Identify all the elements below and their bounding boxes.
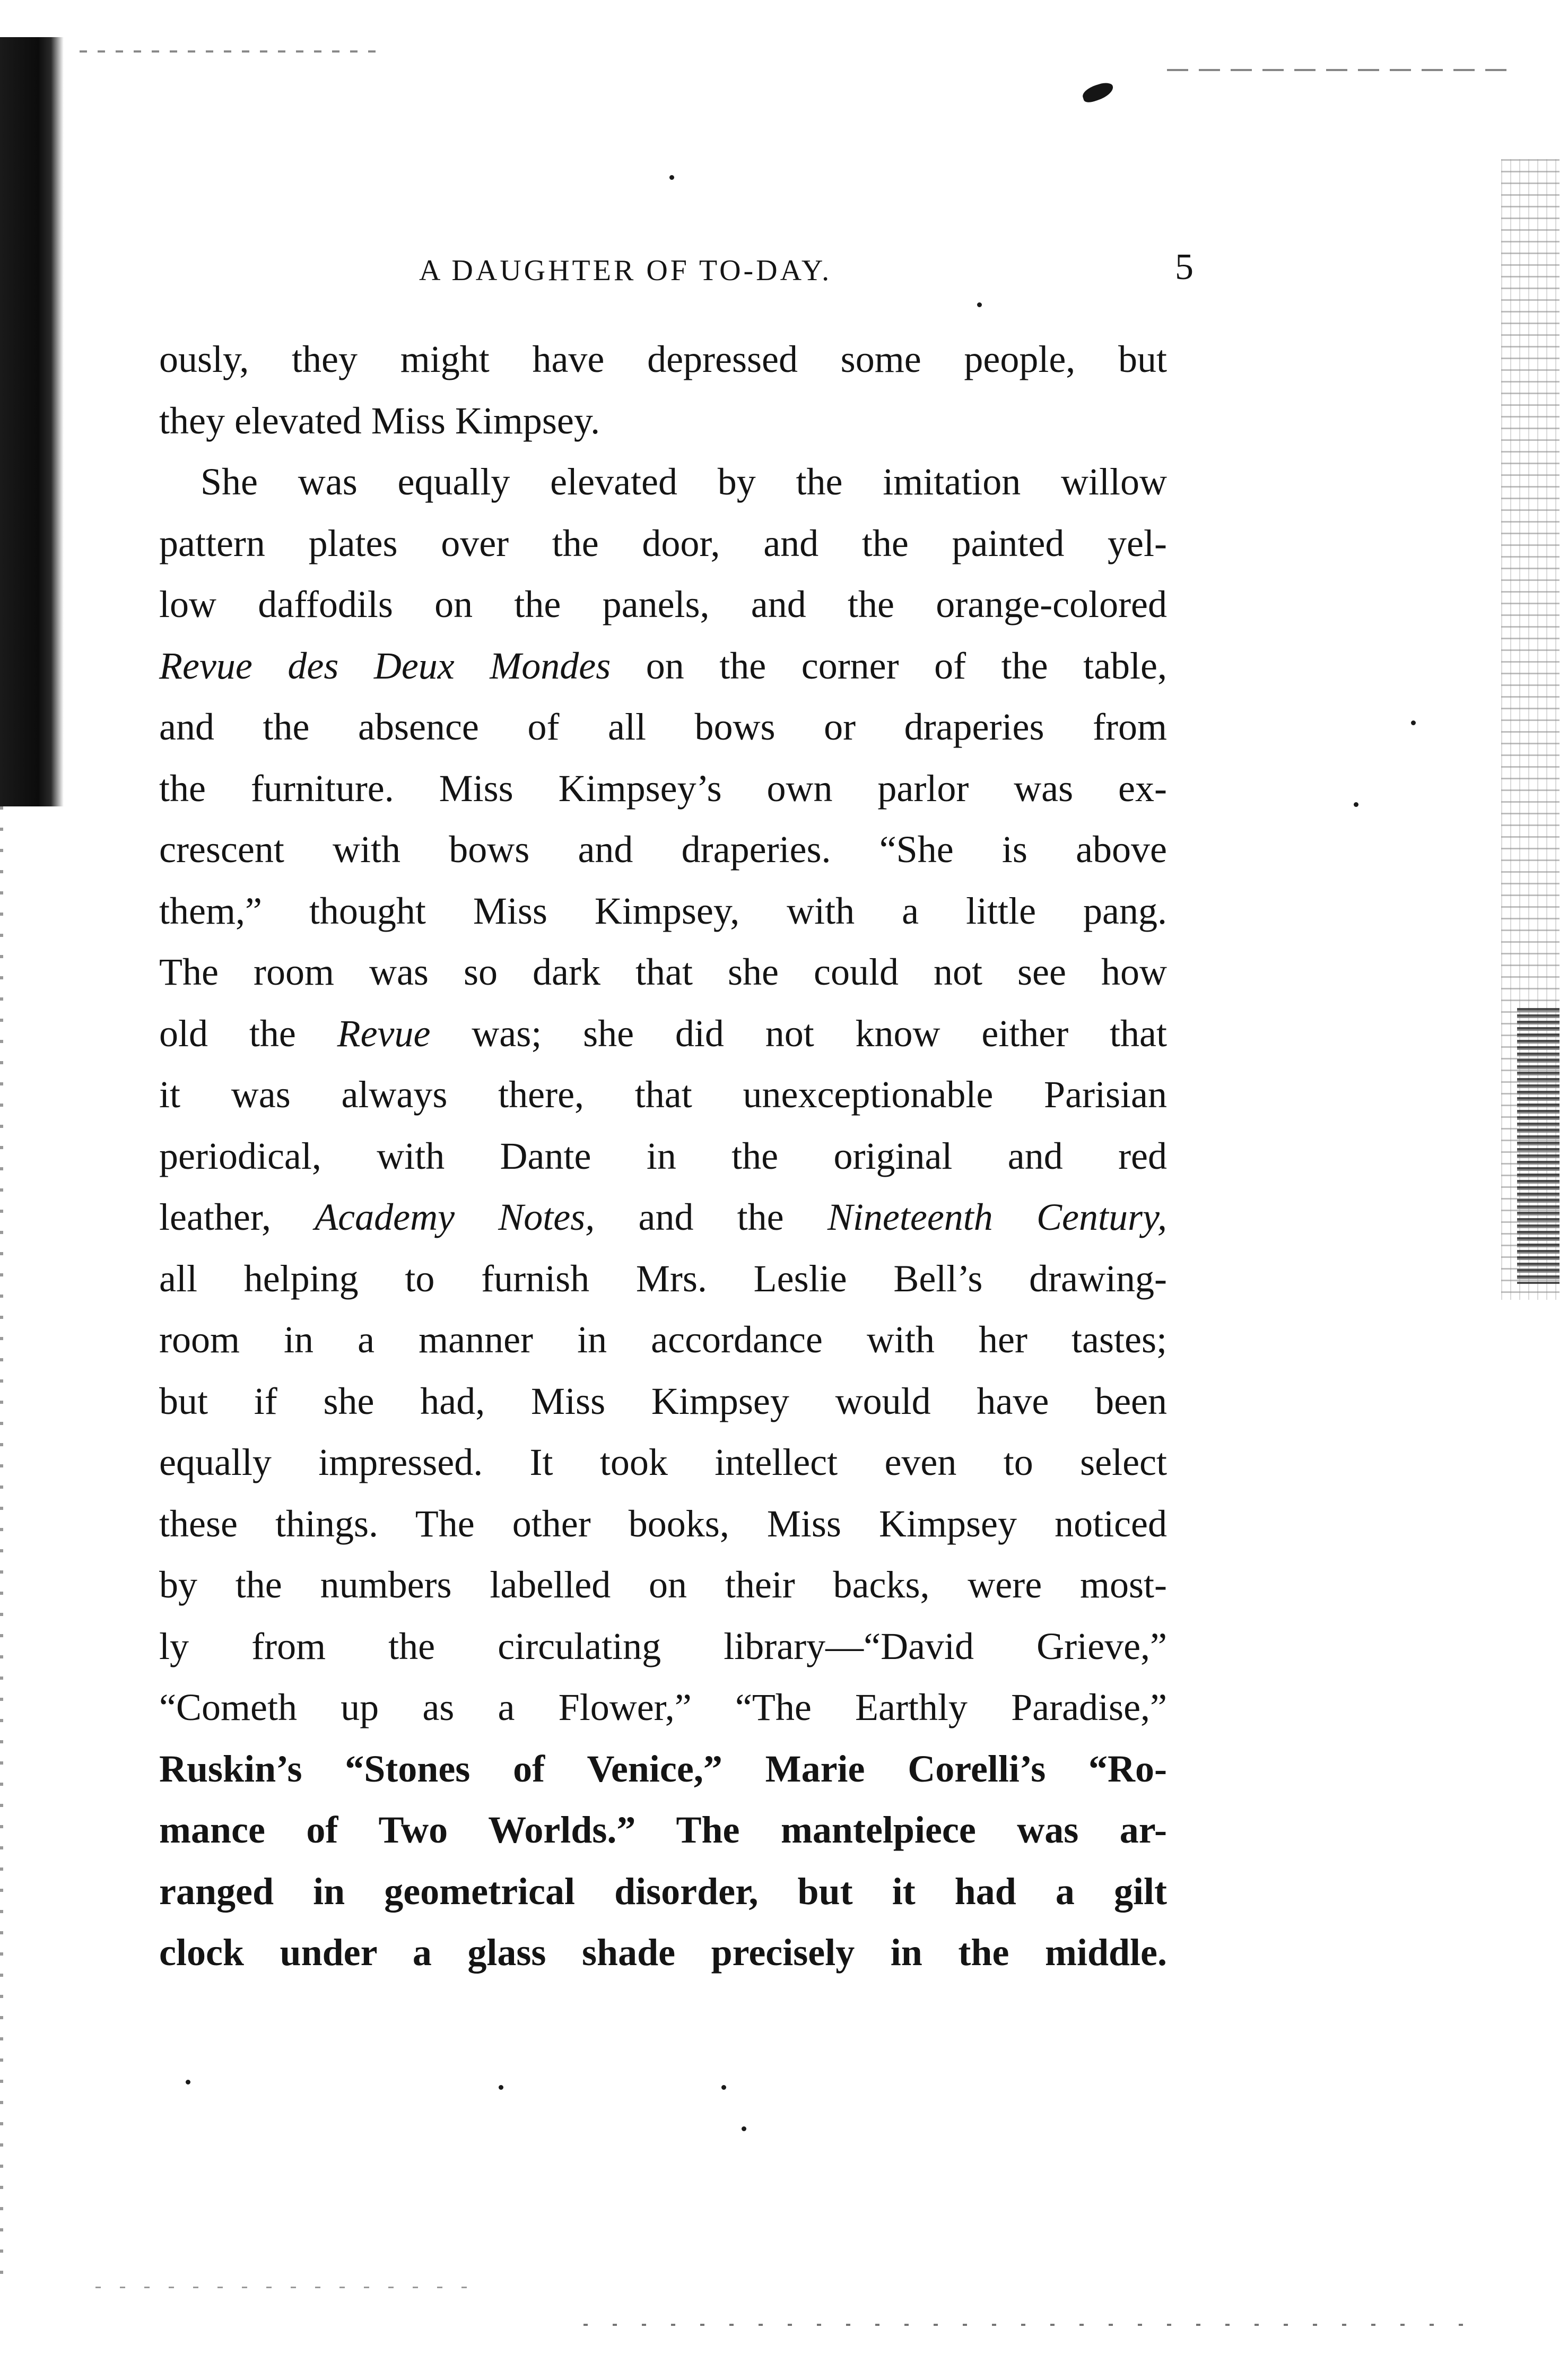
text-line: ously, they might have depressed some people, but (159, 338, 1167, 380)
stray-speck (721, 2085, 726, 2090)
stray-speck (1411, 720, 1416, 725)
text-line: old the Revue was; she did not know either that (159, 1012, 1168, 1055)
stray-speck (1354, 802, 1358, 807)
text-line: them,” thought Miss Kimpsey, with a little pang. (159, 889, 1167, 932)
text-line: but if she had, Miss Kimpsey would have been (159, 1379, 1167, 1422)
binding-shadow (0, 37, 64, 806)
scan-artifact-top-right (1167, 69, 1512, 71)
text-line: ly from the circulating library—“David Grieve,” (159, 1625, 1167, 1667)
text-line: by the numbers labelled on their backs, were most- (159, 1563, 1167, 1606)
text-line: they elevated Miss Kimpsey. (159, 399, 600, 442)
text-line: it was always there, that unexceptionable Parisian (159, 1073, 1167, 1116)
text-line: periodical, with Dante in the original and red (159, 1134, 1167, 1177)
body-text (159, 329, 1167, 1984)
stray-speck (977, 302, 982, 307)
scan-artifact-top-left (80, 50, 377, 53)
text-line: Revue des Deux Mondes on the corner of the table, (159, 644, 1167, 687)
stray-speck (742, 2126, 746, 2131)
text-line: mance of Two Worlds.” The mantelpiece was ar- (159, 1809, 1167, 1851)
stray-speck (186, 2080, 190, 2084)
text-line: The room was so dark that she could not see how (159, 951, 1167, 993)
scan-artifact-bottom-left (95, 2287, 467, 2288)
text-line: and the absence of all bows or draperies from (159, 706, 1167, 748)
text-line: pattern plates over the door, and the painted yel- (159, 522, 1167, 564)
text-line: leather, Academy Notes, and the Nineteenth Century, (159, 1196, 1167, 1238)
text-line: Ruskin’s “Stones of Venice,” Marie Corelli’s “Ro- (159, 1747, 1167, 1790)
text-line: equally impressed. It took intellect even to select (159, 1441, 1167, 1483)
text-line: clock under a glass shade precisely in the middle. (159, 1931, 1167, 1974)
text-line: these things. The other books, Miss Kimpsey noticed (159, 1502, 1167, 1545)
scan-artifact-bottom (583, 2324, 1485, 2326)
text-line: “Cometh up as a Flower,” “The Earthly Paradise,” (159, 1686, 1167, 1728)
text-line: She was equally elevated by the imitation willow (201, 461, 1167, 503)
page-number: 5 (1175, 247, 1194, 288)
text-line: crescent with bows and draperies. “She is above (159, 828, 1167, 871)
stray-speck (669, 175, 674, 180)
text-line: room in a manner in accordance with her tastes; (159, 1318, 1167, 1361)
running-head (419, 249, 1194, 292)
text-line: low daffodils on the panels, and the orange-colored (159, 583, 1167, 626)
binding-edge-marks (0, 806, 3, 2292)
running-title: A DAUGHTER OF TO-DAY. (419, 254, 832, 287)
text-line: all helping to furnish Mrs. Leslie Bell’s drawing- (159, 1257, 1167, 1300)
scan-noise-right-dense (1517, 1008, 1560, 1284)
text-line: ranged in geometrical disorder, but it had a gilt (159, 1870, 1167, 1913)
ink-blot (1081, 80, 1116, 104)
text-line: the furniture. Miss Kimpsey’s own parlor was ex- (159, 767, 1167, 810)
stray-speck (499, 2085, 503, 2090)
